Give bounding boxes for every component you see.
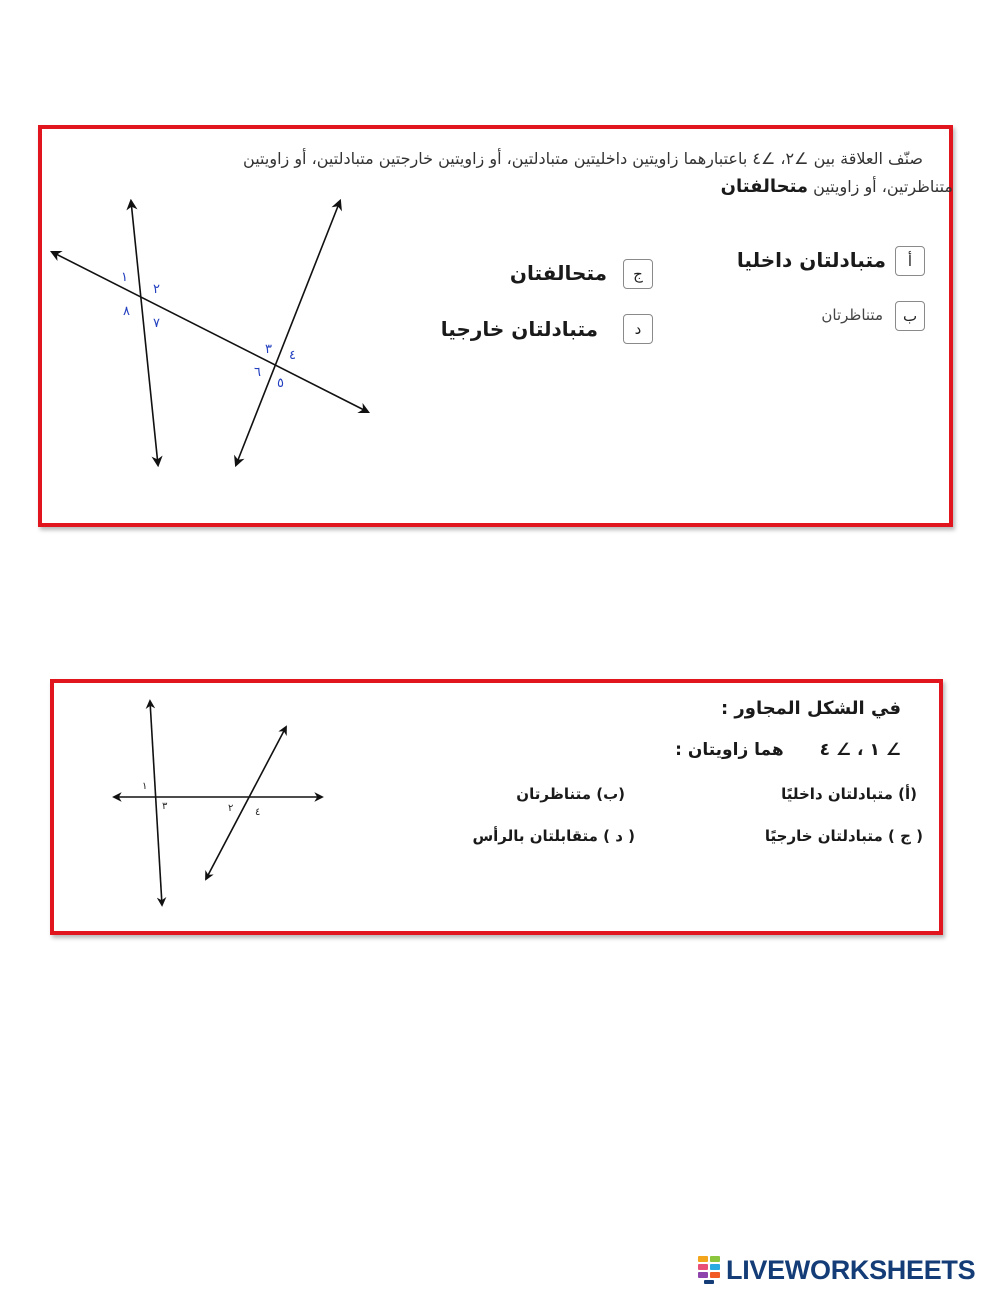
option-d-box[interactable]: د bbox=[623, 314, 653, 344]
option-b-label[interactable]: متناظرتان bbox=[821, 306, 883, 324]
angle-label-2: ٢ bbox=[153, 282, 160, 297]
option-b-box[interactable]: ب bbox=[895, 301, 925, 331]
question-2-stem-angles: ∠ ١ ، ∠ ٤ bbox=[819, 740, 901, 760]
angle-label-1: ١ bbox=[121, 270, 128, 285]
q2-angle-label-2: ٢ bbox=[228, 803, 234, 814]
angle-label-4: ٤ bbox=[289, 348, 296, 363]
question-1-figure bbox=[42, 129, 462, 523]
question-2-option-d[interactable]: ( د ) متقابلتان بالرأس bbox=[472, 827, 635, 845]
question-1-prompt-line-1: صنّف العلاقة بين ∠٢، ∠٤ باعتبارهما زاويتين داخليتين متبادلتين، أو زاويتين خارجتين متبادلتين، أو زاويتين bbox=[243, 149, 923, 168]
angle-label-8: ٨ bbox=[123, 304, 130, 319]
question-1-prompt-line-2-text: متناظرتين، أو زاويتين bbox=[813, 177, 953, 196]
question-2-card bbox=[50, 679, 943, 935]
question-2-stem bbox=[675, 740, 901, 760]
question-2-figure bbox=[54, 683, 354, 931]
liveworksheets-logo-icon bbox=[698, 1255, 722, 1285]
option-c-box[interactable]: ج bbox=[623, 259, 653, 289]
q2-angle-label-3: ٣ bbox=[162, 801, 168, 812]
question-2-option-b[interactable]: (ب) متناظرتان bbox=[516, 785, 625, 803]
right-line bbox=[206, 727, 286, 879]
question-2-option-a[interactable]: (أ) متبادلتان داخليًا bbox=[781, 785, 917, 803]
question-1-card bbox=[38, 125, 953, 527]
question-1-prompt-line-2-emphasis: متحالفتان bbox=[720, 176, 809, 197]
angle-label-7: ٧ bbox=[153, 316, 160, 331]
angle-label-3: ٣ bbox=[265, 342, 272, 357]
brand-name: LIVEWORKSHEETS bbox=[726, 1254, 976, 1285]
parallel-line-right bbox=[236, 201, 340, 465]
left-line bbox=[150, 701, 162, 905]
liveworksheets-logo bbox=[698, 1252, 975, 1288]
question-2-option-c[interactable]: ( ج ) متبادلتان خارجيًا bbox=[764, 827, 923, 845]
question-1-prompt-line-2 bbox=[721, 176, 953, 197]
option-d-label[interactable]: متبادلتان خارجيا bbox=[440, 317, 598, 341]
transversal-line bbox=[52, 252, 368, 412]
q2-angle-label-1: ١ bbox=[142, 781, 148, 792]
angle-label-6: ٦ bbox=[254, 365, 261, 380]
parallel-line-left bbox=[131, 201, 158, 465]
option-c-label[interactable]: متحالفتان bbox=[509, 261, 607, 285]
question-2-title: في الشكل المجاور : bbox=[720, 698, 901, 719]
option-a-box[interactable]: أ bbox=[895, 246, 925, 276]
question-2-stem-text: هما زاويتان : bbox=[675, 740, 784, 760]
angle-label-5: ٥ bbox=[277, 376, 284, 391]
option-a-label[interactable]: متبادلتان داخليا bbox=[736, 248, 886, 272]
q2-angle-label-4: ٤ bbox=[255, 807, 261, 818]
